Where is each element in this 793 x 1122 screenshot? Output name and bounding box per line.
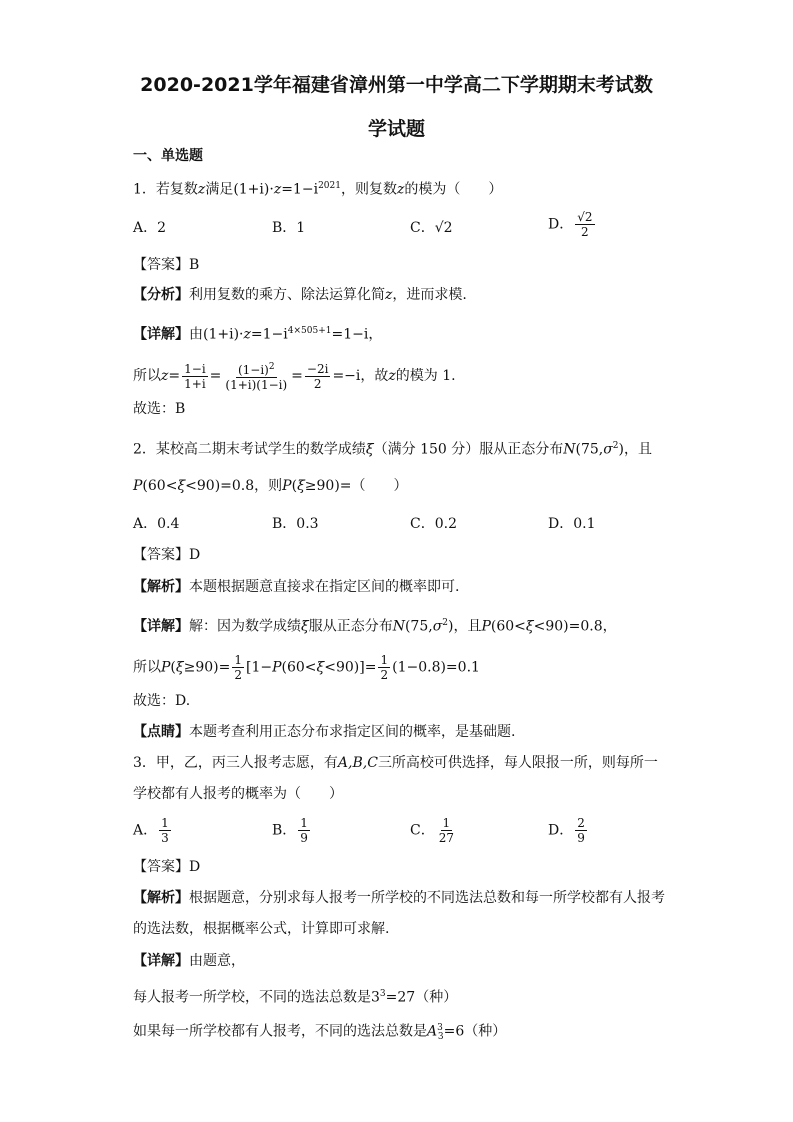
- q1-stem: 1．若复数z满足$(1+i)\cdot z=1-i^{2021}$，则复数z的模为（ ）: [133, 181, 503, 198]
- q1-detail: 【详解】由$(1+i)\cdot z=1-i^{4\times 505+1}=1-i$，: [133, 326, 383, 343]
- q3-stem-2: 学校都有人报考的概率为（ ）: [133, 786, 343, 802]
- q3-detail: 【详解】由题意，: [133, 953, 245, 969]
- q2-analysis: 【解析】本题根据题意直接求在指定区间的概率即可.: [133, 579, 460, 595]
- doc-title-line2: 学试题: [367, 118, 425, 140]
- q2-detail-calc: 所以P(ξ≥90)= $\frac{1}{2}$ [1−P(60<ξ<90)]= $\frac{1}{2}$ (1−0.8)=0.1: [133, 653, 480, 682]
- q2-stem: 2．某校高二期末考试学生的数学成绩ξ（满分 150 分）服从正态分布$N(75,\sigma^2)$，且: [133, 441, 652, 458]
- q2-option-d: D．0.1: [548, 516, 596, 532]
- q1-option-a: A．2: [133, 220, 167, 236]
- doc-title-line1: 2020-2021学年福建省漳州第一中学高二下学期期末考试数: [140, 74, 653, 96]
- q2-detail: 【详解】解：因为数学成绩ξ服从正态分布$N(75,\sigma^2)$，且P(60<ξ<90)=0.8，: [133, 618, 617, 635]
- q2-answer: 【答案】D: [133, 547, 201, 563]
- q2-stem-2: P(60<ξ<90)=0.8，则P(ξ≥90)=（ ）: [133, 478, 408, 494]
- q3-option-d: D． $\frac{2}{9}$: [548, 816, 585, 845]
- q3-detail-c: 如果每一所学校都有人报考，不同的选法总数是$A^3_3=6$（种）: [133, 1023, 507, 1043]
- q1-detail-calc: 所以z= $\frac{1-i}{1+i}$ = $\frac{(1-i)^2}{(1+i)(1-i)}$ = $\frac{-2i}{2}$ =−i，故z的模为 1.: [133, 361, 456, 392]
- q3-analysis: 【解析】根据题意，分别求每人报考一所学校的不同选法总数和每一所学校都有人报考: [133, 890, 665, 906]
- q2-option-c: C．0.2: [410, 516, 457, 532]
- q3-detail-b: 每人报考一所学校，不同的选法总数是$3^3=27$（种）: [133, 989, 458, 1006]
- q2-option-b: B．0.3: [272, 516, 319, 532]
- q1-option-b: B．1: [272, 220, 306, 236]
- q2-comment: 【点睛】本题考查利用正态分布求指定区间的概率，是基础题.: [133, 724, 516, 740]
- q3-option-c: C． $\frac{1}{27}$: [410, 816, 454, 845]
- q3-stem: 3．甲，乙，丙三人报考志愿，有A,B,C三所高校可供选择，每人限报一所，则每所一: [133, 755, 658, 771]
- q2-choose: 故选：D.: [133, 693, 191, 709]
- q1-option-c: C．√2: [410, 220, 453, 236]
- q3-option-a: A． $\frac{1}{3}$: [133, 816, 169, 845]
- q3-option-b: B． $\frac{1}{9}$: [272, 816, 308, 845]
- q3-analysis-2: 的选法数，根据概率公式，计算即可求解.: [133, 921, 390, 937]
- q1-choose: 故选：B: [133, 401, 186, 417]
- q2-option-a: A．0.4: [133, 516, 180, 532]
- q1-analysis: 【分析】利用复数的乘方、除法运算化简z，进而求模.: [133, 287, 467, 303]
- q3-answer: 【答案】D: [133, 859, 201, 875]
- q1-option-d: D． $\frac{√2}{2}$: [548, 210, 593, 239]
- q1-answer: 【答案】B: [133, 257, 200, 273]
- section-heading: 一、单选题: [133, 148, 203, 164]
